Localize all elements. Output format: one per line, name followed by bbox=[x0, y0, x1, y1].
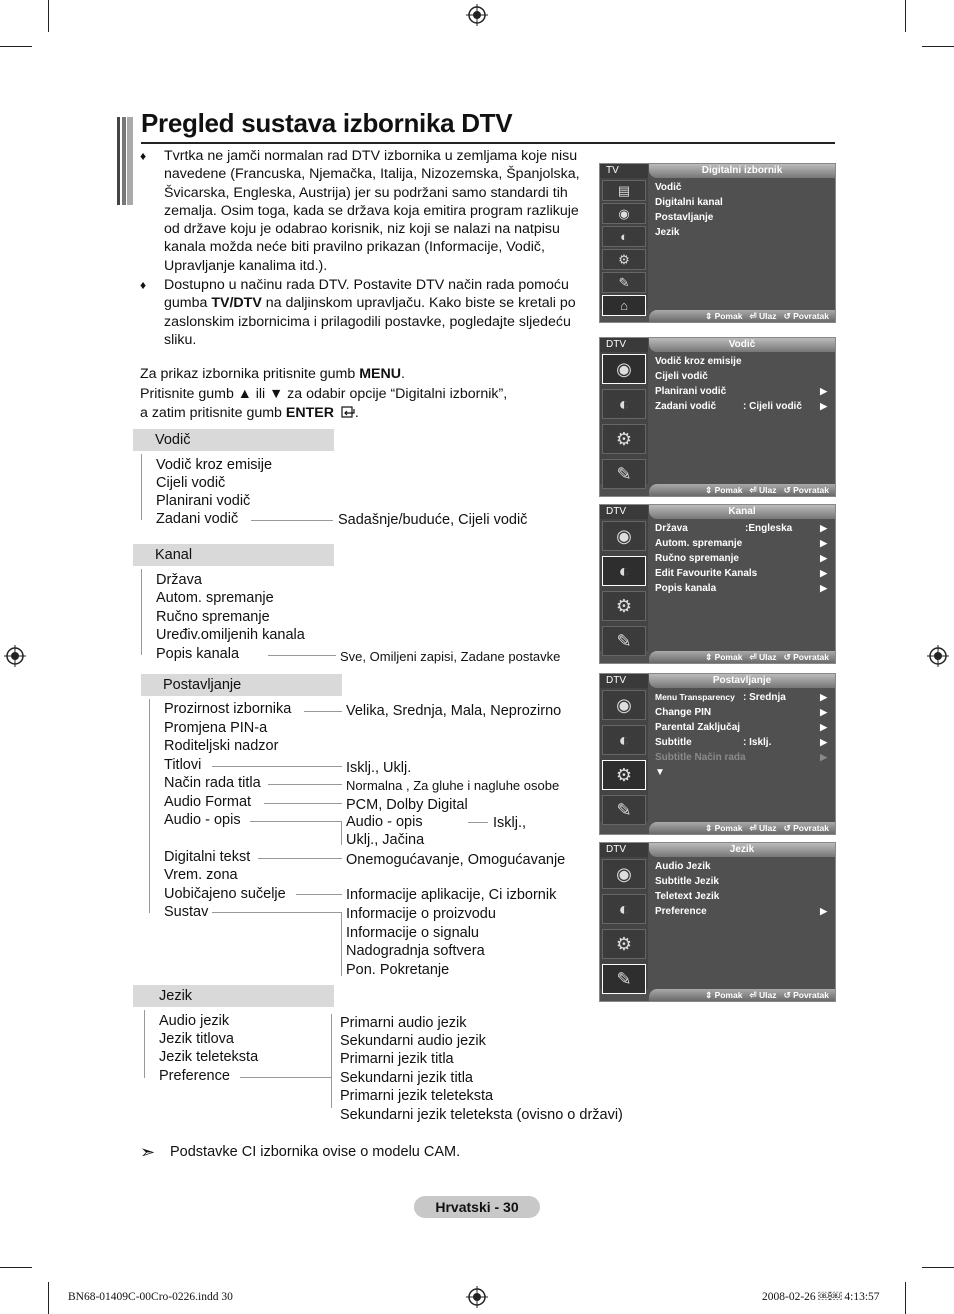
osd-menu-label: Autom. spremanje bbox=[655, 538, 743, 549]
osd-menu-icon: ⚙ bbox=[602, 760, 646, 790]
osd-panel bbox=[599, 842, 836, 1002]
tree-item: Prozirnost izbornika bbox=[164, 701, 292, 717]
tree-line bbox=[304, 711, 342, 712]
osd-footer-return: Povratak bbox=[793, 652, 829, 662]
osd-menu-label: Popis kanala bbox=[655, 583, 717, 594]
osd-menu-icon: ✎ bbox=[602, 459, 646, 489]
osd-menu-label: ▼ bbox=[655, 767, 665, 778]
tree-option: Informacije aplikacije, Ci izbornik bbox=[346, 887, 557, 903]
tree-line bbox=[250, 821, 342, 822]
registration-mark-icon bbox=[466, 4, 488, 26]
tree-item: Uređiv.omiljenih kanala bbox=[156, 627, 305, 643]
osd-menu-icon: ◉ bbox=[602, 690, 646, 720]
osd-menu-value: : Cijeli vodič bbox=[743, 401, 802, 412]
osd-menu-value: : Isklj. bbox=[743, 737, 772, 748]
tree-item: Ručno spremanje bbox=[156, 609, 270, 625]
osd-icon-column bbox=[600, 857, 648, 989]
tree-option: Sekundarni audio jezik bbox=[340, 1033, 486, 1049]
osd-panel bbox=[599, 673, 836, 835]
section-head-postavljanje: Postavljanje bbox=[141, 674, 342, 696]
bullet-item bbox=[140, 147, 580, 275]
crop-mark bbox=[922, 46, 954, 47]
osd-menu-icon: ◐ bbox=[602, 226, 646, 247]
osd-menu-item bbox=[655, 354, 829, 369]
bullet-text: Tvrtka ne jamči normalan rad DTV izbornika u zemljama koje nisu navedene (Francuska, Njemačka, Italija, Nizozemska, Španjolska, Švicarska, Engleska, Austrija) jer su podržani samo standardi tih zemalja. Osim toga, kada se država koja emitira program razlikuje od države koju je odabrao korisnik, niz koji se nalazi na natpisu kanala možda neće biti pravilno prikazan (Informacije, Vodič, Upravljanje kanalima itd.). bbox=[164, 148, 580, 274]
osd-footer bbox=[649, 310, 835, 322]
osd-menu-label: Parental Zaključaj bbox=[655, 722, 741, 733]
osd-arrow-icon: ▶ bbox=[820, 401, 827, 411]
osd-menu-item bbox=[655, 765, 829, 780]
page-number: Hrvatski - 30 bbox=[414, 1196, 540, 1218]
tree-item: Autom. spremanje bbox=[156, 590, 274, 606]
osd-menu-label: Država bbox=[655, 523, 688, 534]
osd-menu-item bbox=[655, 750, 829, 765]
osd-menu-icon: ◐ bbox=[602, 725, 646, 755]
osd-mode-tag: DTV bbox=[600, 338, 648, 352]
tree-option: Pon. Pokretanje bbox=[346, 962, 450, 978]
tree-item: Zadani vodič bbox=[156, 511, 239, 527]
bullet-item bbox=[140, 276, 580, 349]
tree-item: Audio Format bbox=[164, 794, 252, 810]
osd-menu-label: Subtitle Način rada bbox=[655, 752, 746, 763]
osd-title: Digitalni izbornik bbox=[649, 164, 835, 178]
registration-mark-icon bbox=[4, 645, 26, 667]
osd-menu-label: Cijeli vodič bbox=[655, 371, 708, 382]
osd-menu-icon: ✎ bbox=[602, 626, 646, 656]
osd-menu-item bbox=[655, 195, 829, 210]
bullet-text: Dostupno u načinu rada DTV. Postavite DTV način rada pomoću gumba TV/DTV na daljinskom upravljaču. Kako biste se kretali po zaslonskim izbornicima i prilagodili postavke, pogledajte sljedeću sliku. bbox=[164, 277, 576, 348]
osd-arrow-icon: ▶ bbox=[820, 386, 827, 396]
note-text: Podstavke CI izbornika ovise o modelu CAM. bbox=[170, 1144, 461, 1160]
note-icon: ➣ bbox=[140, 1142, 156, 1162]
tree-line bbox=[258, 858, 342, 859]
osd-menu-icon: ◉ bbox=[602, 203, 646, 224]
tree-option: Nadogradnja softvera bbox=[346, 943, 485, 959]
tree-option: Sve, Omiljeni zapisi, Zadane postavke bbox=[340, 649, 561, 664]
osd-menu-icon: ✎ bbox=[602, 964, 646, 994]
osd-panel bbox=[599, 163, 836, 323]
move-icon: ⇕ bbox=[705, 311, 715, 321]
osd-menu-item bbox=[655, 735, 829, 750]
tree-line bbox=[468, 822, 488, 823]
tree-option: Uklj., Jačina bbox=[346, 832, 425, 848]
osd-title: Vodič bbox=[649, 338, 835, 352]
osd-menu-item bbox=[655, 705, 829, 720]
osd-menu-icon: ◐ bbox=[602, 389, 646, 419]
move-icon: ⇕ bbox=[705, 823, 715, 833]
return-icon: ↺ bbox=[776, 652, 794, 662]
osd-menu-item bbox=[655, 874, 829, 889]
tree-option: Isklj., Uklj. bbox=[346, 760, 412, 776]
enter-icon: ⏎ bbox=[742, 823, 760, 833]
osd-menu-item bbox=[655, 180, 829, 195]
crop-mark bbox=[922, 1267, 954, 1268]
osd-footer-move: Pomak bbox=[714, 652, 743, 662]
move-icon: ⇕ bbox=[705, 990, 715, 1000]
tree-option: Primarni jezik teleteksta bbox=[340, 1088, 494, 1104]
osd-menu-icon: ◉ bbox=[602, 859, 646, 889]
osd-mode-tag: DTV bbox=[600, 505, 648, 519]
osd-arrow-icon: ▶ bbox=[820, 583, 827, 593]
tree-line bbox=[341, 912, 342, 976]
key-menu: MENU bbox=[359, 366, 401, 382]
crop-mark bbox=[48, 0, 49, 32]
instructions bbox=[140, 365, 590, 424]
tree-item: Sustav bbox=[164, 904, 209, 920]
osd-menu-icon: ⌂ bbox=[602, 295, 646, 316]
tree-option: Audio - opis bbox=[346, 814, 423, 830]
tree-option: Normalna , Za gluhe i nagluhe osobe bbox=[346, 778, 560, 793]
title-decoration bbox=[117, 117, 133, 205]
osd-menu-icon: ◉ bbox=[602, 354, 646, 384]
osd-menu-list bbox=[655, 180, 829, 240]
osd-footer bbox=[649, 484, 835, 496]
osd-footer bbox=[649, 651, 835, 663]
tree-option: Sadašnje/buduće, Cijeli vodič bbox=[338, 512, 528, 528]
enter-icon: ⏎ bbox=[742, 990, 760, 1000]
osd-arrow-icon: ▶ bbox=[820, 737, 827, 747]
osd-mode-tag: TV bbox=[600, 164, 648, 178]
osd-mode-tag: DTV bbox=[600, 674, 648, 688]
move-icon: ⇕ bbox=[705, 485, 715, 495]
tree-option: Isklj., bbox=[493, 815, 527, 831]
tree-item: Način rada titla bbox=[164, 775, 261, 791]
osd-mode-tag: DTV bbox=[600, 843, 648, 857]
tree-item: Vodič kroz emisije bbox=[156, 457, 273, 473]
tree-item: Titlovi bbox=[164, 757, 202, 773]
tree-line bbox=[149, 699, 150, 913]
osd-arrow-icon: ▶ bbox=[820, 752, 827, 762]
osd-menu-label: Subtitle bbox=[655, 737, 692, 748]
tree-line bbox=[331, 1014, 332, 1108]
key-enter: ENTER bbox=[285, 405, 334, 421]
tree-item: Promjena PIN-a bbox=[164, 720, 268, 736]
osd-title: Postavljanje bbox=[649, 674, 835, 688]
osd-menu-list bbox=[655, 690, 829, 780]
enter-icon: ⏎ bbox=[742, 311, 760, 321]
osd-panel bbox=[599, 337, 836, 497]
tree-item: Uobičajeno sučelje bbox=[164, 886, 286, 902]
osd-menu-item bbox=[655, 581, 829, 596]
osd-menu-value: : Srednja bbox=[743, 692, 786, 703]
tree-item: Jezik teleteksta bbox=[159, 1049, 259, 1065]
osd-menu-item bbox=[655, 225, 829, 240]
osd-title: Jezik bbox=[649, 843, 835, 857]
osd-menu-icon: ◐ bbox=[602, 556, 646, 586]
return-icon: ↺ bbox=[776, 311, 794, 321]
osd-icon-column bbox=[600, 688, 648, 822]
osd-menu-icon: ▤ bbox=[602, 180, 646, 201]
instruction-line: Pritisnite gumb ▲ ili ▼ za odabir opcije “Digitalni izbornik”, bbox=[140, 385, 508, 402]
enter-icon: ⏎ bbox=[742, 485, 760, 495]
enter-icon bbox=[341, 406, 355, 418]
osd-arrow-icon: ▶ bbox=[820, 722, 827, 732]
key-tv-dtv: TV/DTV bbox=[211, 295, 262, 312]
tree-line bbox=[264, 803, 342, 804]
osd-menu-icon: ⚙ bbox=[602, 424, 646, 454]
osd-menu-icon: ⚙ bbox=[602, 929, 646, 959]
enter-icon: ⏎ bbox=[742, 652, 760, 662]
tree-item: Audio jezik bbox=[159, 1013, 230, 1029]
tree-item: Popis kanala bbox=[156, 646, 240, 662]
osd-menu-label: Ručno spremanje bbox=[655, 553, 739, 564]
tree-line bbox=[141, 569, 142, 655]
osd-icon-column bbox=[600, 178, 648, 313]
crop-mark bbox=[905, 0, 906, 32]
osd-title: Kanal bbox=[649, 505, 835, 519]
tree-option: Primarni jezik titla bbox=[340, 1051, 454, 1067]
osd-arrow-icon: ▶ bbox=[820, 707, 827, 717]
tree-item: Država bbox=[156, 572, 202, 588]
osd-icon-column bbox=[600, 519, 648, 651]
osd-arrow-icon: ▶ bbox=[820, 568, 827, 578]
tree-item: Cijeli vodič bbox=[156, 475, 226, 491]
osd-menu-icon: ◐ bbox=[602, 894, 646, 924]
osd-arrow-icon: ▶ bbox=[820, 538, 827, 548]
tree-option: Informacije o proizvodu bbox=[346, 906, 496, 922]
osd-footer-return: Povratak bbox=[793, 823, 829, 833]
osd-menu-label: Edit Favourite Kanals bbox=[655, 568, 758, 579]
tree-item: Roditeljski nadzor bbox=[164, 738, 279, 754]
osd-footer-move: Pomak bbox=[714, 311, 743, 321]
tree-line bbox=[341, 821, 342, 845]
tree-item: Planirani vodič bbox=[156, 493, 251, 509]
tree-item: Vrem. zona bbox=[164, 867, 238, 883]
tree-item: Audio - opis bbox=[164, 812, 241, 828]
osd-footer bbox=[649, 822, 835, 834]
osd-menu-item bbox=[655, 536, 829, 551]
osd-footer-enter: Ulaz bbox=[759, 311, 777, 321]
osd-menu-label: Audio Jezik bbox=[655, 861, 711, 872]
osd-footer-enter: Ulaz bbox=[759, 652, 777, 662]
section-head-kanal: Kanal bbox=[133, 544, 334, 566]
osd-panel bbox=[599, 504, 836, 664]
section-head-vodic: Vodič bbox=[133, 429, 334, 451]
tree-option: Informacije o signalu bbox=[346, 925, 479, 941]
osd-menu-list bbox=[655, 354, 829, 414]
tree-option: Velika, Srednja, Mala, Neprozirno bbox=[346, 703, 562, 719]
tree-line bbox=[268, 784, 342, 785]
return-icon: ↺ bbox=[776, 990, 794, 1000]
osd-menu-list bbox=[655, 859, 829, 919]
osd-menu-item bbox=[655, 690, 829, 705]
osd-menu-label: Subtitle Jezik bbox=[655, 876, 719, 887]
page-title: Pregled sustava izbornika DTV bbox=[141, 108, 513, 138]
osd-menu-item bbox=[655, 399, 829, 414]
tree-line bbox=[212, 912, 342, 913]
osd-menu-label: Planirani vodič bbox=[655, 386, 727, 397]
osd-menu-item bbox=[655, 384, 829, 399]
tree-option: Primarni audio jezik bbox=[340, 1015, 467, 1031]
osd-menu-item bbox=[655, 551, 829, 566]
osd-menu-label: Postavljanje bbox=[655, 212, 714, 223]
return-icon: ↺ bbox=[776, 485, 794, 495]
osd-menu-value: :Engleska bbox=[745, 523, 793, 534]
osd-menu-icon: ◉ bbox=[602, 521, 646, 551]
osd-arrow-icon: ▶ bbox=[820, 692, 827, 702]
osd-menu-label: Vodič kroz emisije bbox=[655, 356, 742, 367]
osd-menu-label: Menu Transparency bbox=[655, 692, 735, 702]
registration-mark-icon bbox=[927, 645, 949, 667]
crop-mark bbox=[0, 46, 32, 47]
tree-line bbox=[251, 520, 333, 521]
osd-arrow-icon: ▶ bbox=[820, 906, 827, 916]
osd-menu-label: Digitalni kanal bbox=[655, 197, 723, 208]
osd-menu-label: Jezik bbox=[655, 227, 680, 238]
tree-option: Sekundarni jezik titla bbox=[340, 1070, 473, 1086]
return-icon: ↺ bbox=[776, 823, 794, 833]
osd-footer-enter: Ulaz bbox=[759, 823, 777, 833]
osd-menu-item bbox=[655, 210, 829, 225]
tree-line bbox=[144, 1010, 145, 1078]
bullet-mark: ♦ bbox=[140, 149, 147, 163]
tree-line bbox=[240, 1077, 332, 1078]
osd-menu-icon: ✎ bbox=[602, 272, 646, 293]
osd-menu-list bbox=[655, 521, 829, 596]
osd-icon-column bbox=[600, 352, 648, 484]
tree-line bbox=[268, 655, 336, 656]
osd-arrow-icon: ▶ bbox=[820, 523, 827, 533]
tree-item: Digitalni tekst bbox=[164, 849, 251, 865]
tree-line bbox=[296, 894, 342, 895]
osd-footer-move: Pomak bbox=[714, 823, 743, 833]
osd-menu-item bbox=[655, 859, 829, 874]
section-head-jezik: Jezik bbox=[133, 985, 334, 1007]
osd-menu-label: Teletext Jezik bbox=[655, 891, 720, 902]
crop-mark bbox=[905, 1282, 906, 1314]
instruction-line: a zatim pritisnite gumb ENTER . bbox=[140, 405, 359, 421]
osd-footer-enter: Ulaz bbox=[759, 485, 777, 495]
crop-mark bbox=[0, 1267, 32, 1268]
osd-footer-move: Pomak bbox=[714, 990, 743, 1000]
crop-mark bbox=[48, 1282, 49, 1314]
instruction-line: Za prikaz izbornika pritisnite gumb MENU. bbox=[140, 366, 405, 382]
osd-menu-label: Change PIN bbox=[655, 707, 712, 718]
osd-footer-return: Povratak bbox=[793, 311, 829, 321]
print-date: 2008-02-26 ￼￼ 4:13:57 bbox=[762, 1291, 880, 1303]
tree-item: Jezik titlova bbox=[159, 1031, 234, 1047]
title-rule bbox=[141, 142, 835, 144]
osd-footer bbox=[649, 989, 835, 1001]
print-filename: BN68-01409C-00Cro-0226.indd 30 bbox=[68, 1291, 233, 1303]
tree-option: Sekundarni jezik teleteksta (ovisno o državi) bbox=[340, 1107, 623, 1123]
osd-menu-label: Zadani vodič bbox=[655, 401, 717, 412]
osd-menu-item bbox=[655, 720, 829, 735]
tree-item: Preference bbox=[159, 1068, 230, 1084]
osd-menu-item bbox=[655, 889, 829, 904]
osd-footer-return: Povratak bbox=[793, 485, 829, 495]
tree-line bbox=[212, 766, 342, 767]
osd-menu-icon: ✎ bbox=[602, 795, 646, 825]
osd-menu-icon: ⚙ bbox=[602, 249, 646, 270]
tree-option: PCM, Dolby Digital bbox=[346, 797, 468, 813]
bullet-mark: ♦ bbox=[140, 278, 147, 292]
osd-menu-icon: ⚙ bbox=[602, 591, 646, 621]
tree-option: Onemogućavanje, Omogućavanje bbox=[346, 852, 566, 868]
osd-arrow-icon: ▶ bbox=[820, 553, 827, 563]
osd-footer-return: Povratak bbox=[793, 990, 829, 1000]
osd-menu-label: Vodič bbox=[655, 182, 682, 193]
registration-mark-icon bbox=[466, 1286, 488, 1308]
move-icon: ⇕ bbox=[705, 652, 715, 662]
osd-menu-item bbox=[655, 521, 829, 536]
tree-line bbox=[141, 454, 142, 520]
osd-menu-item bbox=[655, 566, 829, 581]
osd-footer-enter: Ulaz bbox=[759, 990, 777, 1000]
osd-menu-item bbox=[655, 904, 829, 919]
osd-footer-move: Pomak bbox=[714, 485, 743, 495]
osd-menu-item bbox=[655, 369, 829, 384]
osd-menu-label: Preference bbox=[655, 906, 707, 917]
